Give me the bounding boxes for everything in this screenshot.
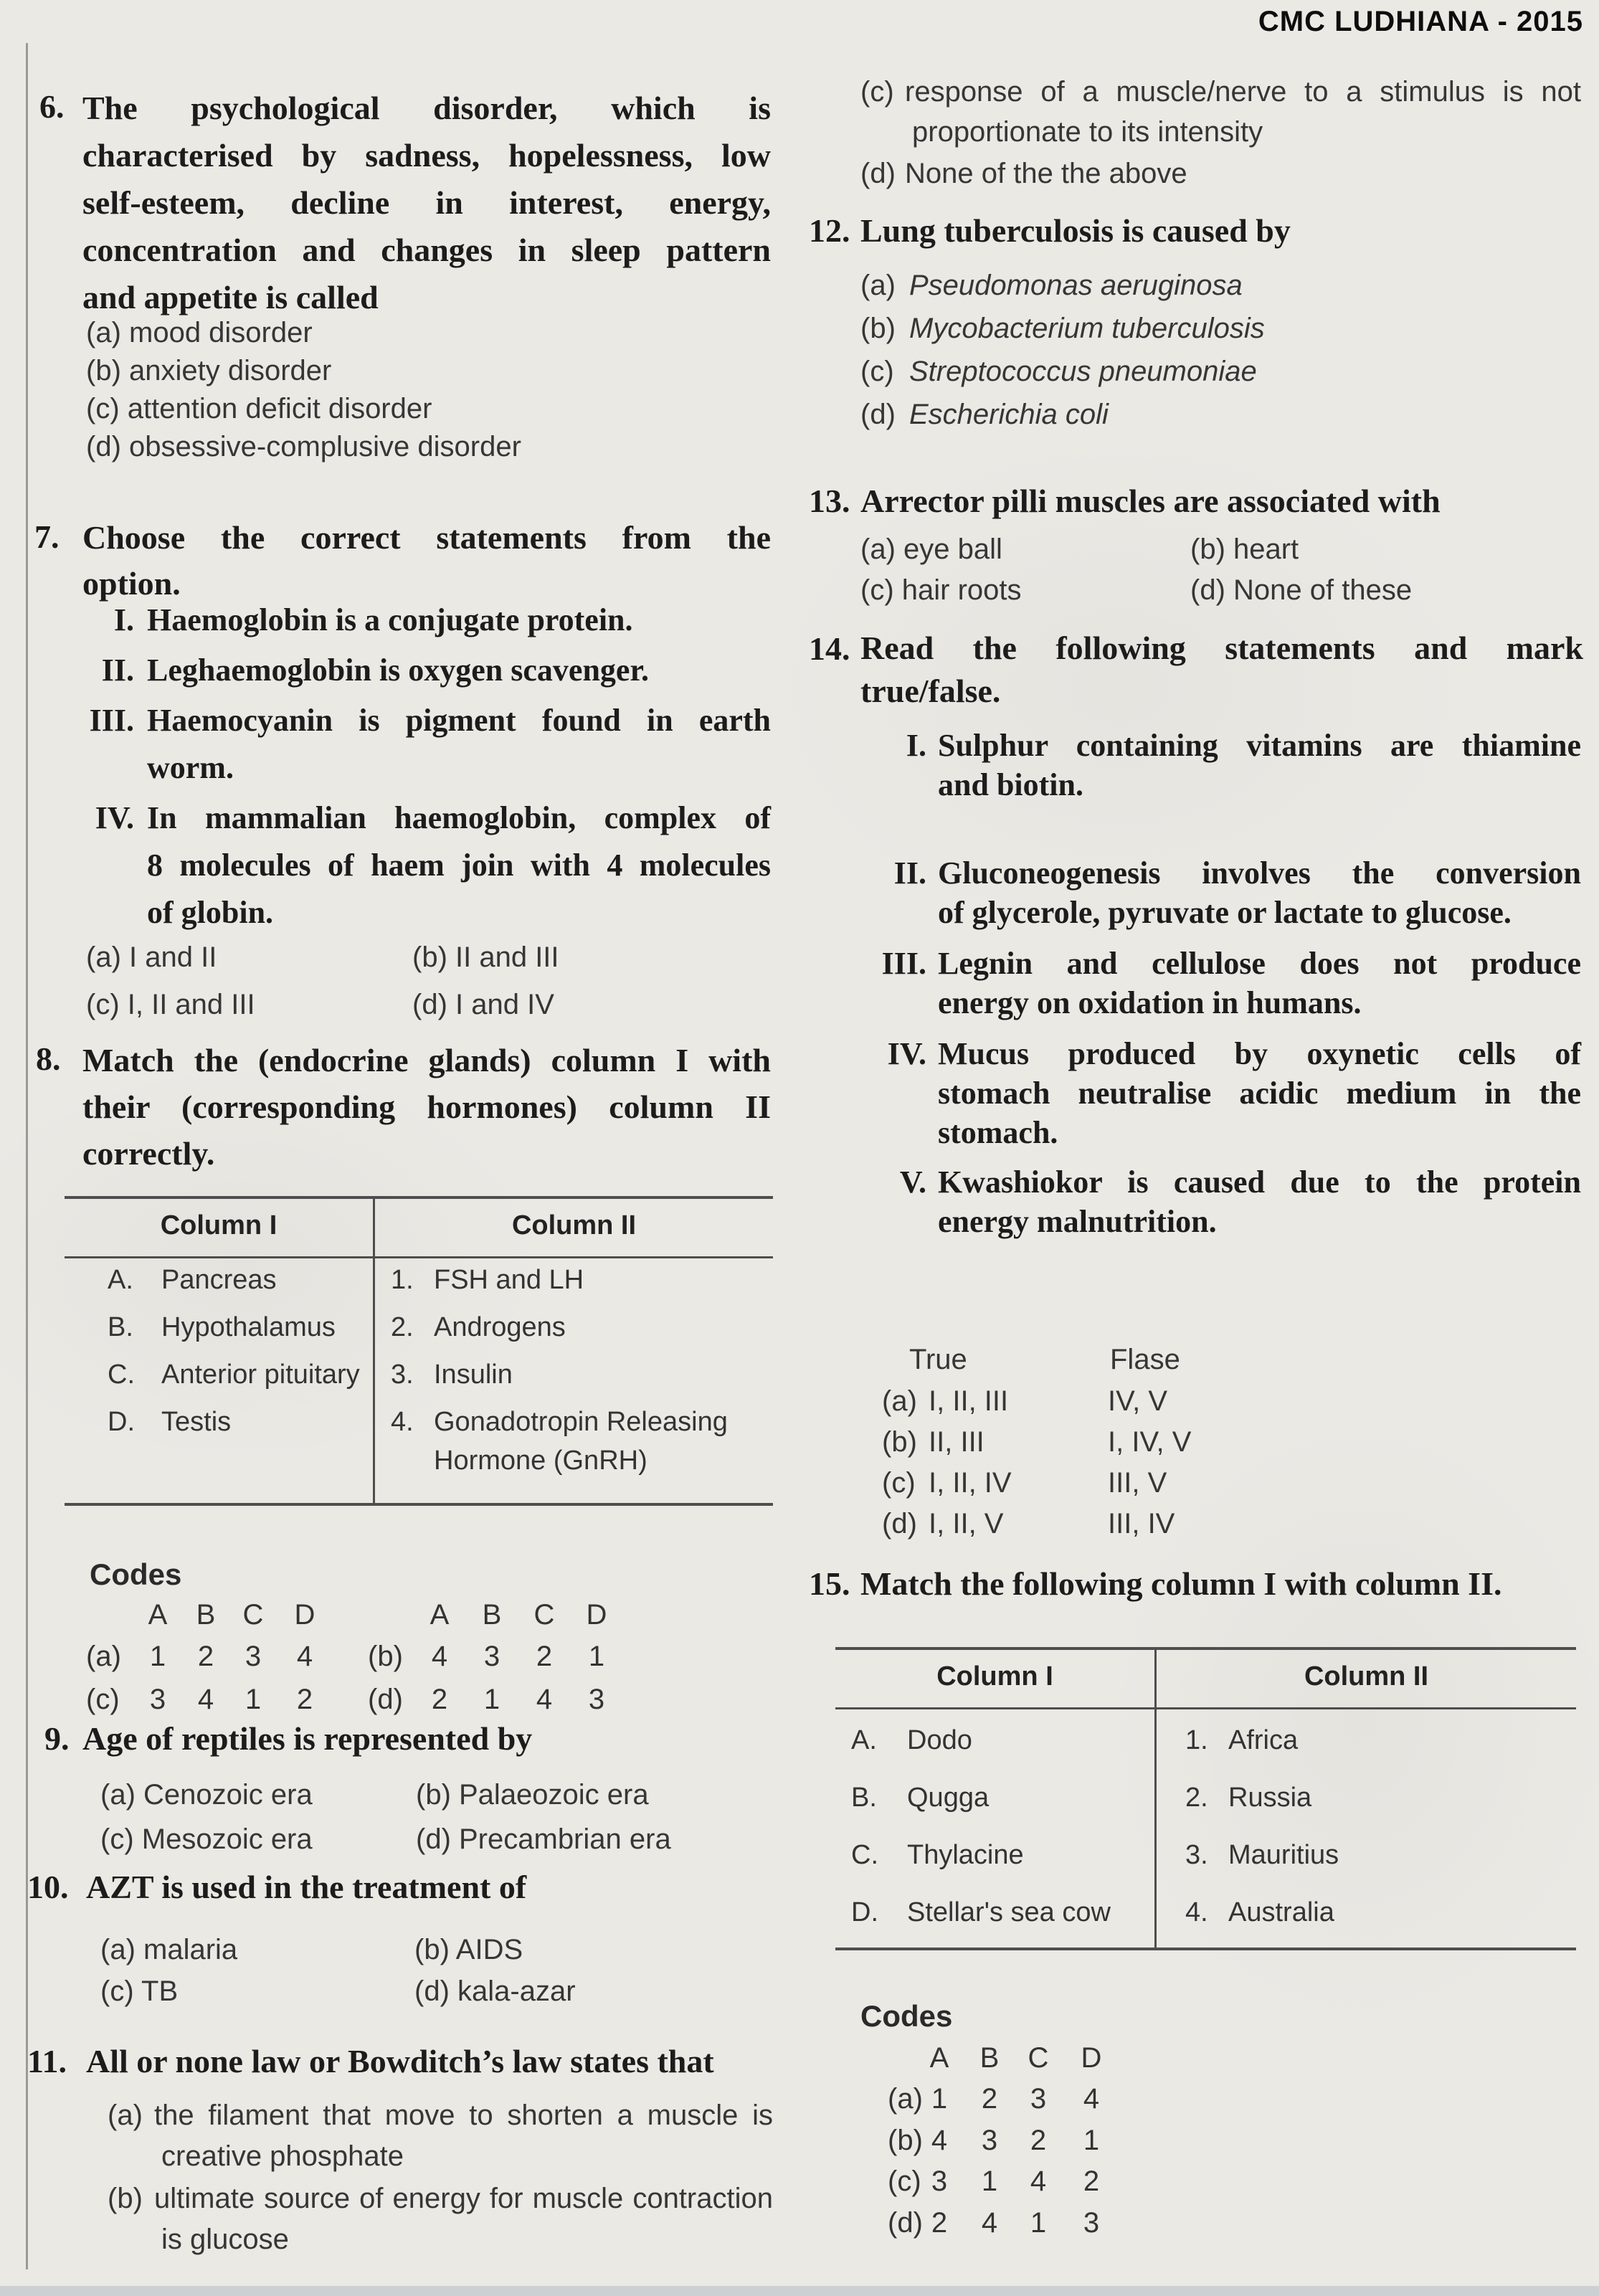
code-row-label: (a): [888, 2083, 923, 2115]
tf-false-values: I, IV, V: [1108, 1426, 1192, 1458]
roman-numeral: III.: [881, 946, 926, 981]
roman-numeral: I.: [906, 728, 926, 763]
row-item: Anterior pituitary: [161, 1360, 360, 1390]
statement-line: of glycerole, pyruvate or lactate to glucose.: [938, 895, 1512, 930]
statement-line: Sulphur containing vitamins are thiamine: [938, 728, 1581, 763]
roman-numeral: I.: [113, 602, 134, 637]
row-num: 3.: [391, 1360, 414, 1390]
code-row-label: (a): [86, 1641, 121, 1672]
question-9-options: [100, 1773, 774, 1861]
code-value: 3: [1030, 2083, 1047, 2115]
column-2-header: Column II: [1304, 1661, 1429, 1692]
option-b: (b) AIDS: [414, 1934, 523, 1965]
option-c: (c) attention deficit disorder: [86, 393, 432, 424]
code-value: 4: [1083, 2083, 1100, 2115]
statement-item: [860, 944, 1581, 1023]
code-value: 2: [536, 1641, 553, 1672]
statement-line: stomach neutralise acidic medium in the: [938, 1076, 1581, 1111]
code-row-label: (b): [368, 1641, 403, 1672]
row-num: 4.: [1185, 1897, 1208, 1927]
statement-item: [82, 597, 771, 644]
code-letter: B: [979, 2042, 1000, 2074]
stem-line: characterised by sadness, hopelessness, low: [82, 137, 771, 174]
question-7-statements: [82, 597, 771, 936]
table-divider: [1154, 1650, 1157, 1948]
option-label: (d): [860, 399, 896, 430]
tf-true-values: I, II, IV: [929, 1467, 1012, 1499]
row-num: 1.: [391, 1265, 414, 1295]
option-label: (a): [860, 270, 896, 301]
option-d: [860, 153, 1581, 194]
column-2-header: Column II: [511, 1210, 637, 1240]
statement-line: Gluconeogenesis involves the conversion: [938, 855, 1581, 891]
question-14-stem: [860, 627, 1583, 713]
option-c: (c) TB: [100, 1975, 179, 2007]
option-label: (c): [860, 356, 894, 387]
code-value: 2: [197, 1641, 214, 1672]
page-title: CMC LUDHIANA - 2015: [1258, 6, 1583, 37]
tf-option-label: (b): [882, 1426, 917, 1458]
option-a: (a) I and II: [86, 941, 217, 973]
question-13-options: [860, 529, 1577, 611]
row-match: Russia: [1228, 1783, 1312, 1813]
question-9-stem: Age of reptiles is represented by: [82, 1720, 533, 1757]
row-item: Stellar's sea cow: [907, 1897, 1111, 1927]
option-c: (c) hair roots: [860, 574, 1022, 606]
question-8-codes: [65, 1599, 710, 1721]
stem-line: option.: [82, 565, 181, 602]
roman-numeral: V.: [899, 1164, 926, 1200]
code-value: 3: [981, 2125, 998, 2156]
statement-item: [860, 1162, 1581, 1241]
tf-false-values: IV, V: [1108, 1385, 1168, 1417]
row-match: Insulin: [434, 1360, 513, 1390]
stem-line: Choose the correct statements from the: [82, 519, 771, 556]
question-11-stem: All or none law or Bowditch’s law states that: [86, 2043, 714, 2079]
table-divider: [373, 1199, 375, 1503]
question-14-number: 14.: [809, 630, 850, 667]
option-d: (d) kala-azar: [414, 1975, 576, 2007]
code-value: 2: [1030, 2125, 1047, 2156]
option-label: (a): [108, 2100, 143, 2131]
row-letter: B.: [108, 1312, 133, 1342]
code-row-label: (c): [86, 1684, 120, 1715]
code-row-label: (b): [888, 2125, 923, 2156]
code-value: 2: [1083, 2165, 1100, 2197]
row-item: Hypothalamus: [161, 1312, 336, 1342]
code-value: 3: [1083, 2207, 1100, 2239]
row-letter: C.: [851, 1840, 878, 1870]
code-value: 2: [981, 2083, 998, 2115]
option-b: [860, 307, 1577, 350]
option-label: (b): [108, 2183, 143, 2214]
option-d: (d) Precambrian era: [416, 1823, 671, 1855]
question-7-stem: [82, 515, 771, 607]
code-letter: C: [1028, 2042, 1049, 2074]
row-letter: A.: [851, 1725, 877, 1755]
tf-false-values: III, V: [1108, 1467, 1167, 1499]
question-8-stem: [82, 1037, 771, 1177]
option-a: (a) Cenozoic era: [100, 1779, 313, 1811]
row-num: 3.: [1185, 1840, 1208, 1870]
scan-bottom-strip: [0, 2286, 1599, 2296]
roman-numeral: IV.: [95, 800, 134, 835]
option-text: Escherichia coli: [909, 399, 1109, 430]
question-11-options-ab: [108, 2095, 773, 2260]
code-value: 3: [588, 1684, 605, 1715]
code-value: 1: [1030, 2207, 1047, 2239]
code-letter: A: [430, 1599, 450, 1631]
row-letter: C.: [108, 1360, 135, 1390]
option-c: [860, 350, 1577, 393]
option-label: (d): [860, 158, 896, 189]
row-item: Testis: [161, 1407, 232, 1437]
code-value: 1: [1083, 2125, 1100, 2156]
row-match-line-2: Hormone (GnRH): [434, 1446, 647, 1476]
code-value: 4: [536, 1684, 553, 1715]
option-text: Streptococcus pneumoniae: [909, 356, 1257, 387]
statement-line: worm.: [147, 750, 234, 785]
statement-line: Mucus produced by oxynetic cells of: [938, 1036, 1581, 1071]
table-header-rule: [835, 1707, 1576, 1709]
question-14-true-false-options: [882, 1339, 1384, 1547]
question-6-number: 6.: [39, 88, 65, 125]
row-letter: A.: [108, 1265, 133, 1295]
code-value: 1: [588, 1641, 605, 1672]
option-d: (d) None of these: [1190, 574, 1413, 606]
option-b: (b) heart: [1190, 533, 1299, 565]
row-match: Australia: [1228, 1897, 1334, 1927]
question-14-statements: [860, 726, 1581, 1241]
option-line: proportionate to its intensity: [912, 116, 1263, 148]
question-12-options: [860, 264, 1577, 436]
option-b: (b) anxiety disorder: [86, 355, 332, 386]
question-11-number: 11.: [27, 2043, 67, 2079]
question-8-number: 8.: [36, 1040, 61, 1077]
statement-line: energy on oxidation in humans.: [938, 985, 1362, 1020]
code-letter: C: [242, 1599, 264, 1631]
stem-line: concentration and changes in sleep pattern: [82, 232, 771, 268]
option-c: (c) Mesozoic era: [100, 1823, 313, 1855]
stem-line: true/false.: [860, 673, 1001, 709]
code-letter: D: [294, 1599, 315, 1631]
question-15-match-table: [835, 1647, 1576, 1950]
option-text: Mycobacterium tuberculosis: [909, 313, 1265, 344]
code-value: 4: [197, 1684, 214, 1715]
code-value: 1: [149, 1641, 166, 1672]
code-value: 3: [149, 1684, 166, 1715]
column-1-header: Column I: [160, 1210, 277, 1240]
option-c: (c) I, II and III: [86, 989, 255, 1020]
question-15-stem: Match the following column I with column II.: [860, 1565, 1502, 1602]
code-value: 4: [431, 1641, 448, 1672]
code-value: 4: [981, 2207, 998, 2239]
statement-line: Haemoglobin is a conjugate protein.: [147, 602, 633, 637]
statement-line: Leghaemoglobin is oxygen scavenger.: [147, 653, 649, 688]
stem-line: and appetite is called: [82, 279, 379, 316]
tf-false-values: III, IV: [1108, 1508, 1175, 1540]
option-a: (a) mood disorder: [86, 317, 313, 348]
row-item: Qugga: [907, 1783, 990, 1813]
question-6-options: [86, 314, 521, 466]
code-value: 2: [296, 1684, 313, 1715]
row-item: Pancreas: [161, 1265, 277, 1295]
stem-line: their (corresponding hormones) column II: [82, 1088, 771, 1125]
roman-numeral: II.: [893, 855, 926, 891]
statement-line: of globin.: [147, 895, 274, 930]
tf-option-label: (c): [882, 1467, 916, 1499]
code-value: 2: [931, 2207, 948, 2239]
code-row-label: (d): [888, 2207, 923, 2239]
code-row-label: (c): [888, 2165, 921, 2197]
option-line: is glucose: [161, 2224, 289, 2255]
code-value: 3: [931, 2165, 948, 2197]
row-match: FSH and LH: [434, 1265, 584, 1295]
code-value: 3: [245, 1641, 262, 1672]
option-a: [860, 264, 1577, 307]
tf-true-values: I, II, III: [929, 1385, 1009, 1417]
row-letter: D.: [108, 1407, 135, 1437]
code-value: 3: [483, 1641, 500, 1672]
statement-line: Haemocyanin is pigment found in earth: [147, 703, 771, 738]
option-line: response of a muscle/nerve to a stimulus is not: [905, 76, 1581, 108]
option-label: (b): [860, 313, 896, 344]
statement-item: [860, 1034, 1581, 1152]
code-value: 4: [296, 1641, 313, 1672]
statement-line: energy malnutrition.: [938, 1204, 1217, 1239]
row-num: 2.: [1185, 1783, 1208, 1813]
question-10-number: 10.: [27, 1869, 69, 1905]
stem-line: The psychological disorder, which is: [82, 90, 771, 126]
statement-item: [82, 697, 771, 792]
question-6-stem: [82, 85, 771, 321]
option-d: [860, 393, 1577, 436]
question-15-number: 15.: [809, 1565, 850, 1602]
question-10-stem: AZT is used in the treatment of: [86, 1869, 527, 1905]
option-a: [108, 2095, 773, 2177]
question-12-number: 12.: [809, 212, 850, 249]
option-c: [860, 72, 1581, 152]
statement-line: 8 molecules of haem join with 4 molecules: [147, 848, 771, 883]
code-value: 1: [931, 2083, 948, 2115]
code-value: 1: [981, 2165, 998, 2197]
question-10-options: [100, 1929, 774, 2012]
scan-edge-line: [26, 43, 28, 2269]
roman-numeral: III.: [89, 703, 134, 738]
row-num: 4.: [391, 1407, 414, 1437]
question-15-codes: [860, 2042, 1162, 2250]
option-a: (a) eye ball: [860, 533, 1002, 565]
question-8-codes-title: Codes: [90, 1557, 182, 1591]
row-match: Africa: [1228, 1725, 1299, 1755]
statement-line: stomach.: [938, 1115, 1058, 1150]
code-value: 4: [931, 2125, 948, 2156]
roman-numeral: II.: [101, 653, 134, 688]
statement-item: [82, 794, 771, 936]
stem-line: Match the (endocrine glands) column I with: [82, 1042, 771, 1078]
row-match: Mauritius: [1228, 1840, 1339, 1870]
row-letter: B.: [851, 1783, 877, 1813]
option-a: (a) malaria: [100, 1934, 238, 1965]
code-value: 4: [1030, 2165, 1047, 2197]
statement-line: Legnin and cellulose does not produce: [938, 946, 1581, 981]
stem-line: self-esteem, decline in interest, energy,: [82, 184, 771, 221]
row-num: 2.: [391, 1312, 414, 1342]
code-value: 2: [431, 1684, 448, 1715]
tf-option-label: (d): [882, 1508, 917, 1540]
row-item: Thylacine: [907, 1840, 1024, 1870]
code-value: 1: [483, 1684, 500, 1715]
option-d: (d) I and IV: [412, 989, 554, 1020]
option-line: ultimate source of energy for muscle contraction: [154, 2183, 773, 2214]
option-b: [108, 2178, 773, 2260]
statement-line: and biotin.: [938, 767, 1083, 802]
stem-line: Read the following statements and mark: [860, 630, 1583, 666]
row-match: Gonadotropin Releasing: [434, 1407, 728, 1437]
true-column-header: True: [909, 1344, 967, 1375]
tf-true-values: I, II, V: [929, 1508, 1004, 1540]
row-match: Androgens: [434, 1312, 566, 1342]
question-9-number: 9.: [44, 1720, 70, 1757]
stem-line: correctly.: [82, 1135, 215, 1172]
code-letter: D: [1081, 2042, 1102, 2074]
option-d: (d) obsessive-complusive disorder: [86, 431, 521, 462]
option-b: (b) Palaeozoic era: [416, 1779, 649, 1811]
column-1-header: Column I: [936, 1661, 1053, 1692]
option-line: None of the the above: [905, 158, 1187, 189]
question-11-options-cd: [860, 72, 1581, 194]
question-8-match-table: [65, 1196, 773, 1506]
code-letter: C: [533, 1599, 555, 1631]
option-line: the filament that move to shorten a muscle is: [154, 2100, 773, 2131]
code-letter: A: [148, 1599, 168, 1631]
table-header-rule: [65, 1256, 773, 1258]
row-letter: D.: [851, 1897, 878, 1927]
statement-item: [82, 647, 771, 694]
roman-numeral: IV.: [887, 1036, 926, 1071]
option-text: Pseudomonas aeruginosa: [909, 270, 1243, 301]
question-7-number: 7.: [34, 518, 60, 555]
statement-line: In mammalian haemoglobin, complex of: [147, 800, 771, 835]
question-13-number: 13.: [809, 483, 850, 519]
row-num: 1.: [1185, 1725, 1208, 1755]
code-letter: A: [929, 2042, 949, 2074]
option-label: (c): [860, 76, 894, 108]
false-column-header: Flase: [1110, 1344, 1180, 1375]
question-12-stem: Lung tuberculosis is caused by: [860, 212, 1291, 249]
code-row-label: (d): [368, 1684, 403, 1715]
statement-line: Kwashiokor is caused due to the protein: [938, 1164, 1581, 1200]
tf-true-values: II, III: [929, 1426, 984, 1458]
option-line: creative phosphate: [161, 2140, 404, 2172]
question-13-stem: Arrector pilli muscles are associated with: [860, 483, 1441, 519]
row-item: Dodo: [907, 1725, 972, 1755]
statement-item: [860, 853, 1581, 932]
code-letter: D: [586, 1599, 607, 1631]
code-letter: B: [482, 1599, 502, 1631]
code-value: 1: [245, 1684, 262, 1715]
question-7-options: [86, 934, 774, 1028]
question-15-codes-title: Codes: [860, 1999, 953, 2033]
statement-item: [860, 726, 1581, 805]
tf-option-label: (a): [882, 1385, 917, 1417]
option-b: (b) II and III: [412, 941, 559, 973]
code-letter: B: [196, 1599, 216, 1631]
